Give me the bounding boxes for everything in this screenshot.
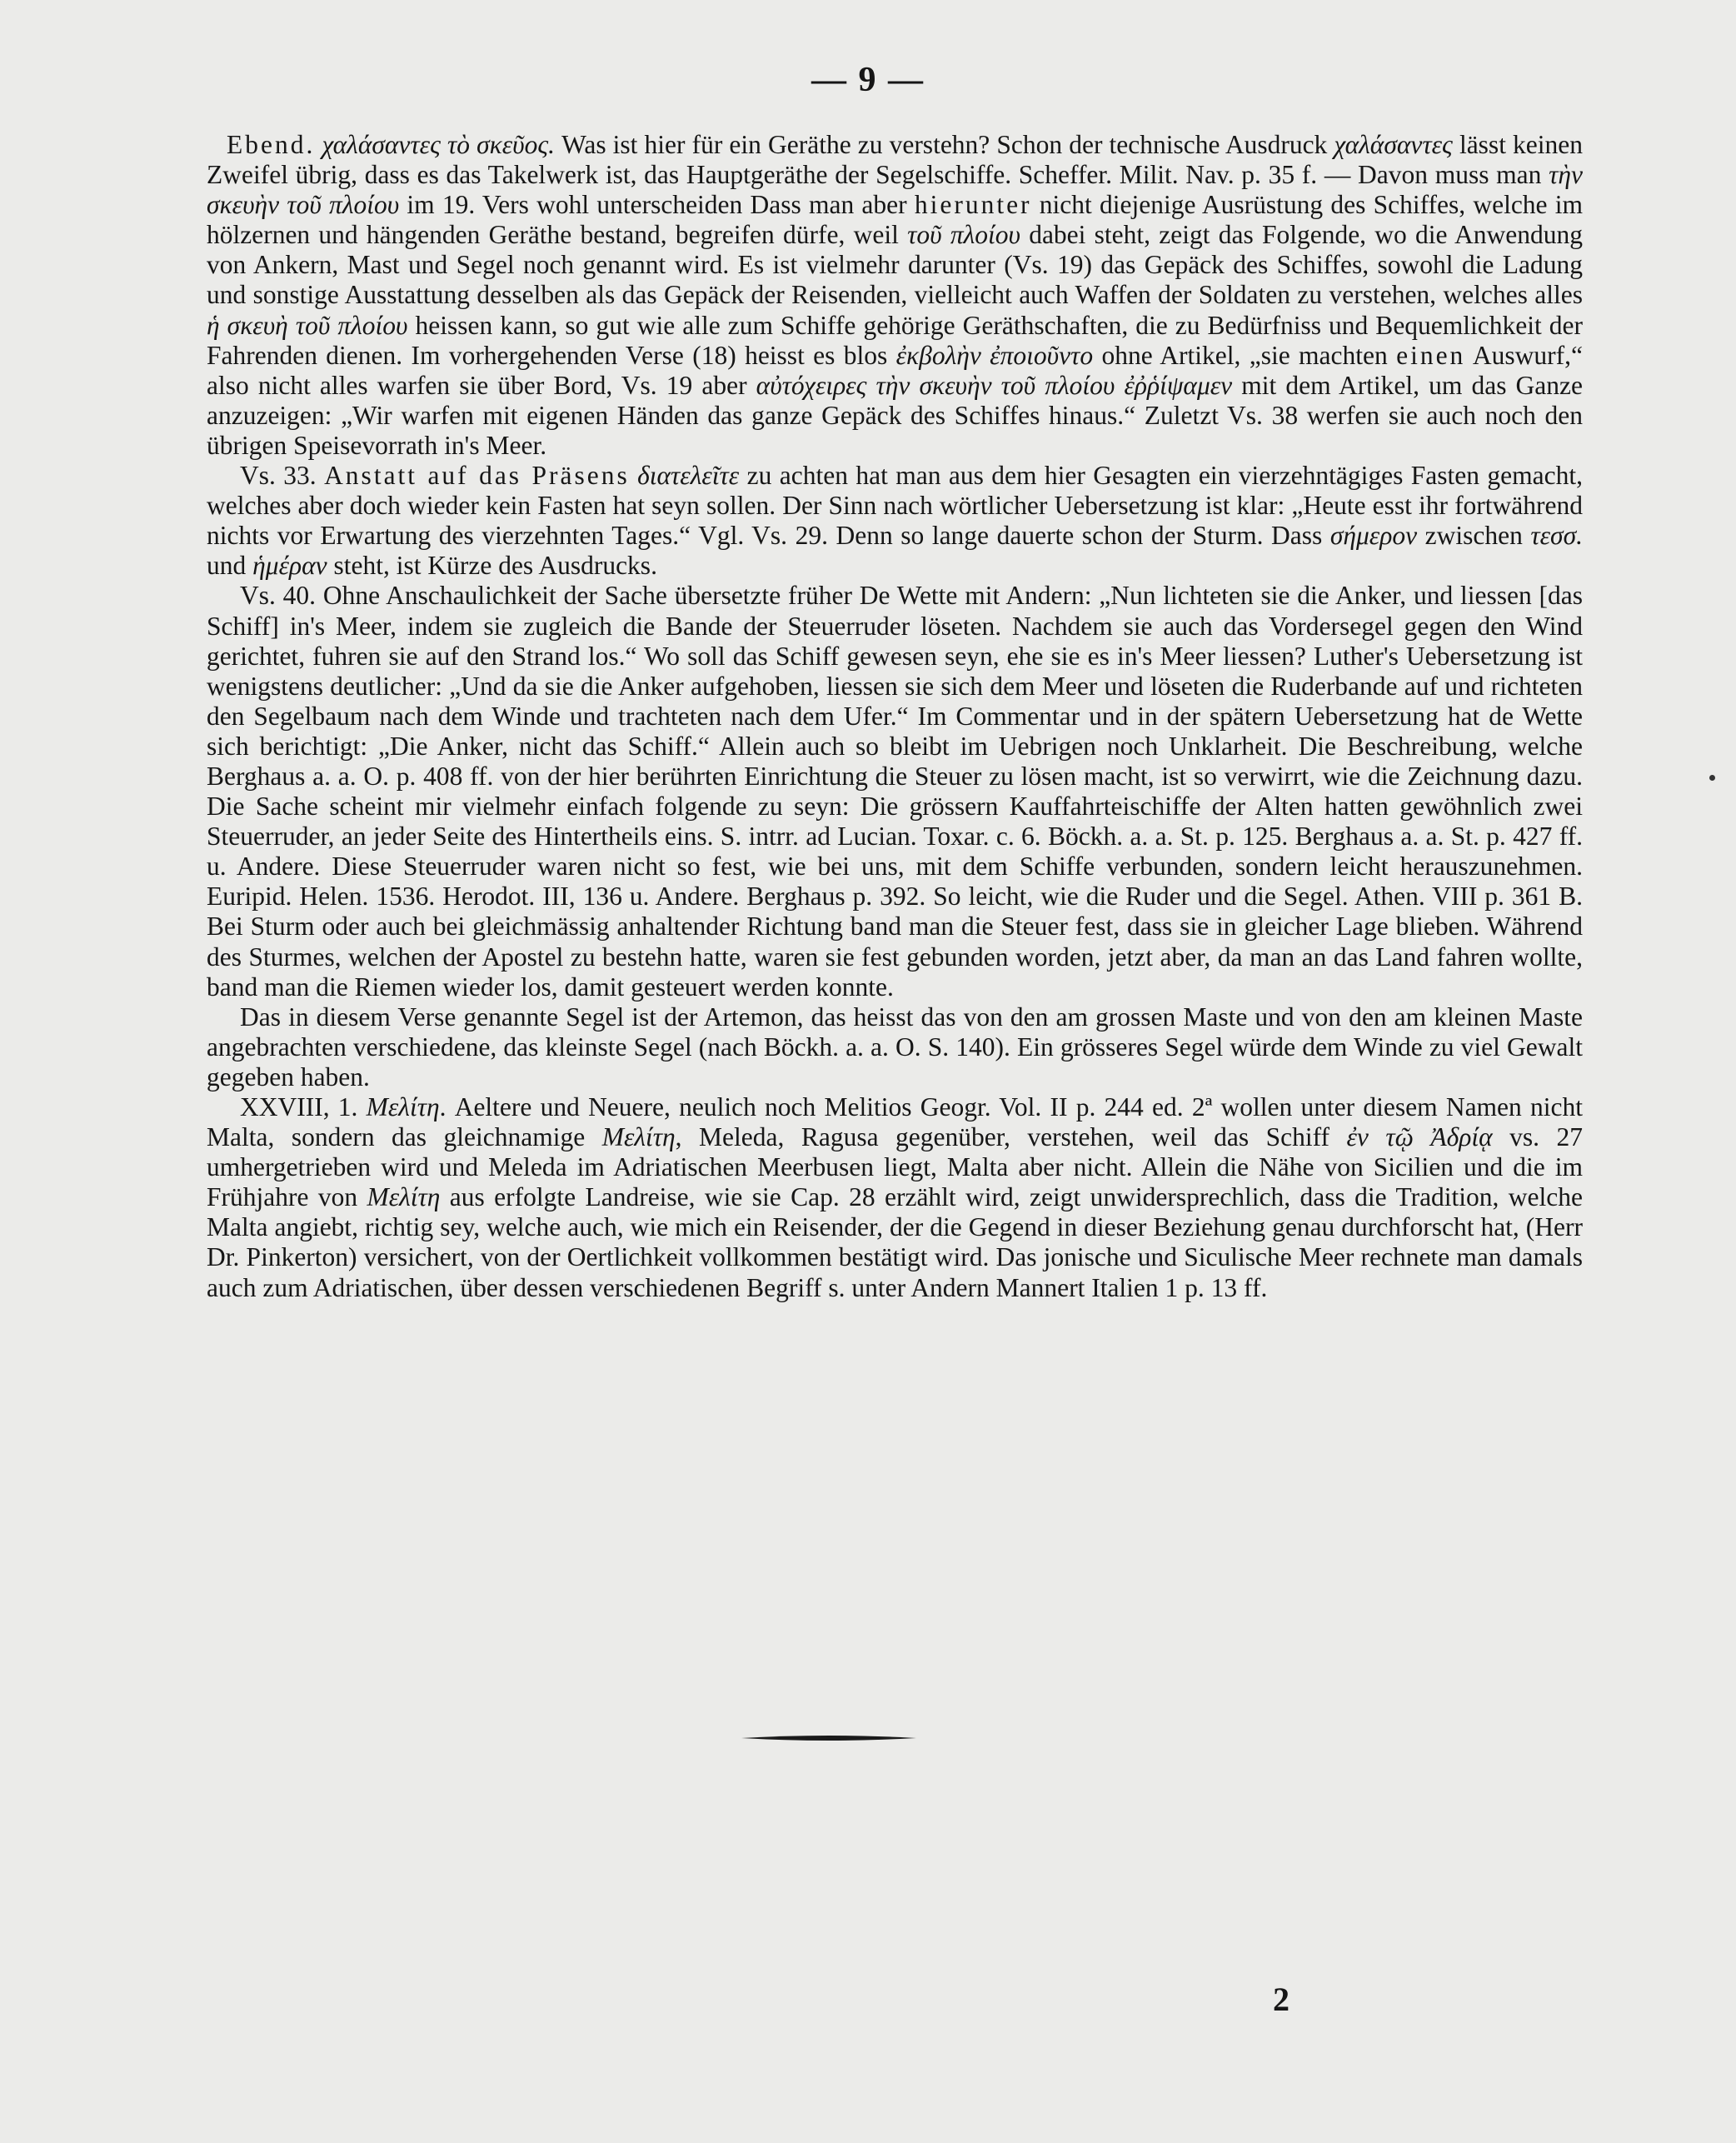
- greek-word: Μελίτη: [366, 1092, 440, 1121]
- greek-word: χαλάσαντες: [1334, 130, 1453, 159]
- greek-word: Μελίτη: [601, 1122, 676, 1152]
- text-run: dabei steht, zeigt das Folgende, wo die Anwendung von Ankern, Mast und Segel noch genannt wird. Es ist vielmehr darunter (Vs. 19) das Gepäck des Schiffes, sowohl die Ladung und sonstige Ausstattung desselben als das Gepäck der Reisenden, vielleicht auch Waffen der Soldaten zu verstehen, welches alles: [207, 220, 1583, 310]
- text-run: Vs. 33.: [240, 461, 325, 491]
- commentary-body: [207, 130, 1583, 1303]
- text-run: . Aeltere und Neuere, neulich noch Melitios Geogr. Vol. II p. 244 ed. 2ª wollen unter diesem Namen nicht Malta, sondern das gleichnamige: [207, 1092, 1583, 1152]
- spaced-word: hierunter: [914, 190, 1032, 220]
- greek-lemma: χαλάσαντες τὸ σκεῦος.: [322, 130, 556, 159]
- text-run: Auswurf,“ also nicht alles warfen sie über Bord, Vs. 19 aber: [207, 340, 1584, 400]
- text-run: zwischen: [1417, 521, 1531, 551]
- lemma-lead: Ebend.: [227, 130, 316, 159]
- margin-speck: [1709, 775, 1715, 781]
- paragraph-5: [207, 1092, 1583, 1303]
- text-run: nicht diejenige Ausrüstung des Schiffes, welche im hölzernen und hängenden Geräthe bestand, begreifen dürfe, weil: [207, 190, 1584, 250]
- greek-word: αὐτόχειρες τὴν σκευὴν τοῦ πλοίου ἐῤῥίψαμεν: [756, 370, 1233, 400]
- greek-word: τεσσ.: [1530, 521, 1584, 551]
- text-run: heissen kann, so gut wie alle zum Schiffe gehörige Geräthschaften, die zu Bedürfniss und Bequemlichkeit der Fahrenden dienen. Im vorhergehenden Verse (18) heisst es blos: [207, 310, 1584, 370]
- text-run: mit dem Artikel, um das Ganze anzuzeigen: „Wir warfen mit eigenen Händen das ganze Gepäck des Schiffes hinaus.“ Zuletzt Vs. 38 werfen sie auch noch den übrigen Speisevorrath in's Meer.: [207, 370, 1583, 460]
- greek-word: σήμερον: [1329, 521, 1418, 551]
- paragraph-4: Das in diesem Verse genannte Segel ist der Artemon, das heisst das von den am grossen Maste und von den am kleinen Maste angebrachten verschiedene, das kleinste Segel (nach Böckh. a. a. O. S. 140). Ein grösseres Segel würde dem Winde zu viel Gewalt gegeben haben.: [207, 1002, 1583, 1091]
- text-run: Was ist hier für ein Geräthe zu verstehn? Schon der technische Ausdruck: [555, 130, 1334, 159]
- greek-word: τὴν σκευὴν τοῦ πλοίου: [207, 160, 1583, 220]
- spaced-word: einen: [1396, 340, 1466, 370]
- text-run: , Meleda, Ragusa gegenüber, verstehen, weil das Schiff: [675, 1122, 1347, 1152]
- greek-word: ἡμέραν: [252, 551, 327, 581]
- signature-mark: 2: [1273, 1981, 1290, 2018]
- paragraph-1: [207, 130, 1583, 461]
- text-run: steht, ist Kürze des Ausdrucks.: [327, 551, 657, 581]
- paragraph-3: Vs. 40. Ohne Anschaulichkeit der Sache übersetzte früher De Wette mit Andern: „Nun lichteten sie die Anker, und liessen [das Schiff] in's Meer, indem sie zugleich die Bande der Steuerruder löseten. Nachdem sie auch das Vordersegel gegen den Wind gerichtet, fuhren sie auf den Strand los.“ Wo soll das Schiff gewesen seyn, ehe sie es in's Meer liessen? Luther's Uebersetzung ist wenigstens deutlicher: „Und da sie die Anker aufgehoben, liessen sie sich dem Meer und löseten die Ruderbande auf und richteten den Segelbaum nach dem Winde und trachteten nach dem Ufer.“ Im Commentar und in der spätern Uebersetzung hat de Wette sich berichtigt: „Die Anker, nicht das Schiff.“ Allein auch so bleibt im Uebrigen noch Unklarheit. Die Beschreibung, welche Berghaus a. a. O. p. 408 ff. von der hier berührten Einrichtung die Steuer zu lösen macht, ist so verwirrt, wie die Zeichnung dazu. Die Sache scheint mir vielmehr einfach folgende zu seyn: Die grössern Kauffahrteischiffe der Alten hatten gewöhnlich zwei Steuerruder, an jeder Seite des Hintertheils eins. S. intrr. ad Lucian. Toxar. c. 6. Böckh. a. a. St. p. 125. Berghaus a. a. St. p. 427 ff. u. Andere. Diese Steuerruder waren nicht so fest, wie bei uns, mit dem Schiffe verbunden, sondern leicht herauszunehmen. Euripid. Helen. 1536. Herodot. III, 136 u. Andere. Berghaus p. 392. So leicht, wie die Ruder und die Segel. Athen. VIII p. 361 B. Bei Sturm oder auch bei gleichmässig anhaltender Richtung band man die Steuer fest, dass sie in gleicher Lage blieben. Während des Sturmes, welchen der Apostel zu bestehn hatte, waren sie fest gebunden worden, jetzt aber, da man an das Land fahren wollte, band man die Riemen wieder los, damit gesteuert werden konnte.: [207, 581, 1583, 1002]
- greek-word: ἐν τῷ Ἀδρίᾳ: [1346, 1122, 1493, 1152]
- text-run: lässt keinen Zweifel übrig, dass es das Takelwerk ist, das Hauptgeräthe der Segelschiffe. Scheffer. Milit. Nav. p. 35 f. — Davon muss man: [207, 130, 1583, 190]
- greek-word: Μελίτη: [367, 1182, 441, 1212]
- greek-word: διατελεῖτε: [629, 461, 740, 491]
- text-run: im 19. Vers wohl unterscheiden Dass man aber: [399, 190, 915, 220]
- ornamental-rule: [741, 1733, 916, 1743]
- text-run: XXVIII, 1.: [240, 1092, 367, 1121]
- greek-word: τοῦ πλοίου: [907, 220, 1020, 250]
- greek-word: ἡ σκευὴ τοῦ πλοίου: [207, 310, 408, 340]
- greek-word: ἐκβολὴν ἐποιοῦντο: [895, 340, 1094, 370]
- spaced-phrase: Anstatt auf das Präsens: [324, 461, 630, 491]
- text-run: aus erfolgte Landreise, wie sie Cap. 28 erzählt wird, zeigt unwidersprechlich, dass die Tradition, welche Malta angiebt, richtig sey, welche auch, wie mich ein Reisender, der die Gegend in dieser Beziehung genau durchforscht hat, (Herr Dr. Pinkerton) versichert, von der Oertlichkeit vollkommen bestätigt wird. Das jonische und Siculische Meer rechnete man damals auch zum Adriatischen, über dessen verschiedenen Begriff s. unter Andern Mannert Italien 1 p. 13 ff.: [207, 1182, 1584, 1302]
- paragraph-2: [207, 461, 1583, 581]
- text-run: und: [207, 551, 253, 581]
- text-run: vs. 27 umhergetrieben wird und Meleda im Adriatischen Meerbusen liegt, Malta aber nicht. Allein die Nähe von Sicilien und die im Frühjahre von: [207, 1122, 1583, 1212]
- page-number: — 9 —: [811, 61, 925, 99]
- text-run: ohne Artikel, „sie machten: [1093, 340, 1397, 370]
- text-run: zu achten hat man aus dem hier Gesagten ein vierzehntägiges Fasten gemacht, welches aber doch wieder kein Fasten hat seyn sollen. Der Sinn nach wörtlicher Uebersetzung ist klar: „Heute esst ihr fortwährend nichts vor Erwartung des vierzehnten Tages.“ Vgl. Vs. 29. Denn so lange dauerte schon der Sturm. Dass: [207, 461, 1583, 551]
